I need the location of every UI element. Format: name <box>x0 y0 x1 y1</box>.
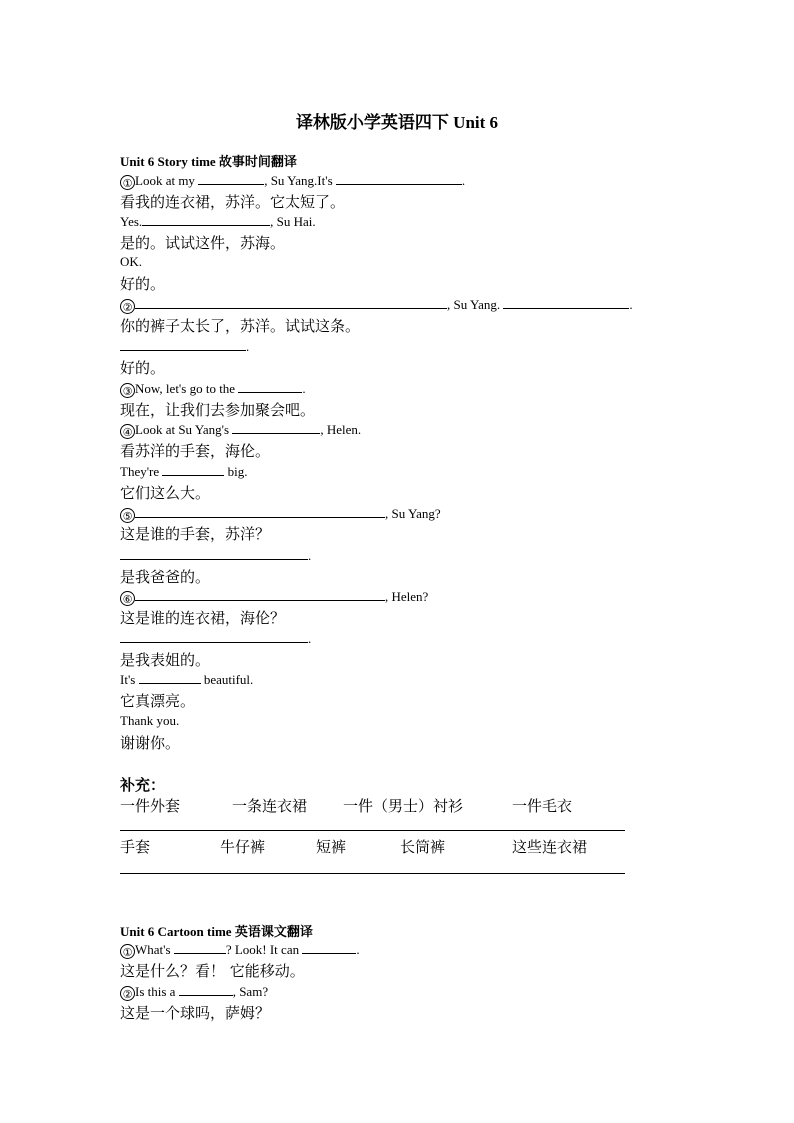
text-seg: , Su Yang? <box>385 506 441 521</box>
answer-blank[interactable] <box>135 588 385 601</box>
story-line-2-zh: 是的。试试这件，苏海。 <box>120 234 286 252</box>
text-seg: Look at Su Yang's <box>135 422 233 437</box>
answer-blank[interactable] <box>336 172 462 185</box>
story-line-5-en <box>120 338 249 355</box>
vocab-item: 一件外套 <box>120 797 181 815</box>
story-line-10-zh: 是我爸爸的。 <box>120 568 211 586</box>
answer-blank[interactable] <box>120 338 246 351</box>
marker-2: ② <box>120 986 135 1001</box>
cartoon-line-2-en <box>120 983 268 1001</box>
story-line-11-zh: 这是谁的连衣裙，海伦？ <box>120 609 286 627</box>
marker-1: ① <box>120 175 135 190</box>
story-line-13-zh: 它真漂亮。 <box>120 692 196 710</box>
marker-5: ⑤ <box>120 508 135 523</box>
story-line-1-en <box>120 172 465 190</box>
page-title: 译林版小学英语四下 Unit 6 <box>295 113 499 132</box>
text-seg: , Helen? <box>385 589 429 604</box>
answer-blank[interactable] <box>135 505 385 518</box>
answer-blank[interactable] <box>232 421 320 434</box>
marker-2: ② <box>120 299 135 314</box>
story-line-1-zh: 看我的连衣裙，苏洋。它太短了。 <box>120 193 346 211</box>
cartoon-heading: Unit 6 Cartoon time 英语课文翻译 <box>120 924 313 939</box>
text-seg: . <box>461 173 466 188</box>
text-seg: They're <box>120 464 163 479</box>
answer-blank[interactable] <box>120 630 308 643</box>
vocab-item: 一件毛衣 <box>512 797 573 815</box>
story-line-13-en <box>120 671 253 688</box>
story-line-9-en <box>120 505 441 523</box>
story-line-11-en <box>120 588 428 606</box>
answer-blank[interactable] <box>135 296 447 309</box>
story-line-8-zh: 它们这么大。 <box>120 484 211 502</box>
supplement-heading: 补充： <box>120 776 166 794</box>
story-line-4-en <box>120 296 633 314</box>
story-line-7-zh: 看苏洋的手套，海伦。 <box>120 442 271 460</box>
story-line-2-en <box>120 213 316 230</box>
story-line-8-en <box>120 463 248 480</box>
answer-blank[interactable] <box>120 547 308 560</box>
vocab-item: 一件（男士）衬衫 <box>343 797 464 815</box>
vocab-item: 短裤 <box>316 838 347 856</box>
answer-blank[interactable] <box>174 941 226 954</box>
text-seg: Now, let's go to the <box>135 381 239 396</box>
text-seg: What's <box>135 942 174 957</box>
marker-3: ③ <box>120 383 135 398</box>
answer-blank[interactable] <box>198 172 264 185</box>
text-seg: , Su Yang. <box>447 297 504 312</box>
answer-blank[interactable] <box>302 941 356 954</box>
story-line-3-en: OK. <box>120 254 143 269</box>
story-line-9-zh: 这是谁的手套，苏洋？ <box>120 525 271 543</box>
text-seg: . <box>356 942 360 957</box>
vocab-item: 手套 <box>120 838 151 856</box>
text-seg: . <box>246 339 250 354</box>
cartoon-line-1-zh: 这是什么？看！ 它能移动。 <box>120 962 305 980</box>
text-seg: . <box>308 631 312 646</box>
text-seg: . <box>302 381 306 396</box>
text-seg: beautiful. <box>200 672 254 687</box>
story-line-3-zh: 好的。 <box>120 275 166 293</box>
story-line-12-zh: 是我表姐的。 <box>120 651 211 669</box>
story-line-12-en <box>120 630 311 647</box>
story-line-4-zh: 你的裤子太长了，苏洋。试试这条。 <box>120 317 361 335</box>
story-heading: Unit 6 Story time 故事时间翻译 <box>120 154 297 169</box>
story-line-6-zh: 现在，让我们去参加聚会吧。 <box>120 401 316 419</box>
text-seg: Yes. <box>120 214 143 229</box>
answer-line[interactable] <box>120 873 625 874</box>
text-seg: . <box>308 548 312 563</box>
story-line-6-en <box>120 380 306 398</box>
story-line-5-zh: 好的。 <box>120 359 166 377</box>
vocab-item: 长筒裤 <box>400 838 446 856</box>
marker-1: ① <box>120 944 135 959</box>
vocab-item: 一条连衣裙 <box>232 797 308 815</box>
text-seg: It's <box>120 672 139 687</box>
answer-blank[interactable] <box>503 296 629 309</box>
answer-line[interactable] <box>120 830 625 831</box>
text-seg: Is this a <box>135 984 179 999</box>
story-line-10-en <box>120 547 311 564</box>
marker-4: ④ <box>120 424 135 439</box>
text-seg: , Su Yang.It's <box>264 173 336 188</box>
cartoon-line-2-zh: 这是一个球吗，萨姆？ <box>120 1004 271 1022</box>
text-seg: ? Look! It can <box>225 942 303 957</box>
answer-blank[interactable] <box>162 463 224 476</box>
vocab-item: 牛仔裤 <box>220 838 266 856</box>
text-seg: big. <box>224 464 248 479</box>
story-line-7-en <box>120 421 361 439</box>
marker-6: ⑥ <box>120 591 135 606</box>
story-line-14-en: Thank you. <box>120 713 180 728</box>
text-seg: , Sam? <box>232 984 269 999</box>
text-seg: . <box>629 297 633 312</box>
answer-blank[interactable] <box>139 671 201 684</box>
vocab-item: 这些连衣裙 <box>512 838 588 856</box>
answer-blank[interactable] <box>179 983 233 996</box>
text-seg: Look at my <box>135 173 199 188</box>
cartoon-line-1-en <box>120 941 360 959</box>
story-line-14-zh: 谢谢你。 <box>120 734 181 752</box>
text-seg: , Su Hai. <box>270 214 316 229</box>
answer-blank[interactable] <box>238 380 302 393</box>
answer-blank[interactable] <box>142 213 270 226</box>
text-seg: , Helen. <box>320 422 362 437</box>
